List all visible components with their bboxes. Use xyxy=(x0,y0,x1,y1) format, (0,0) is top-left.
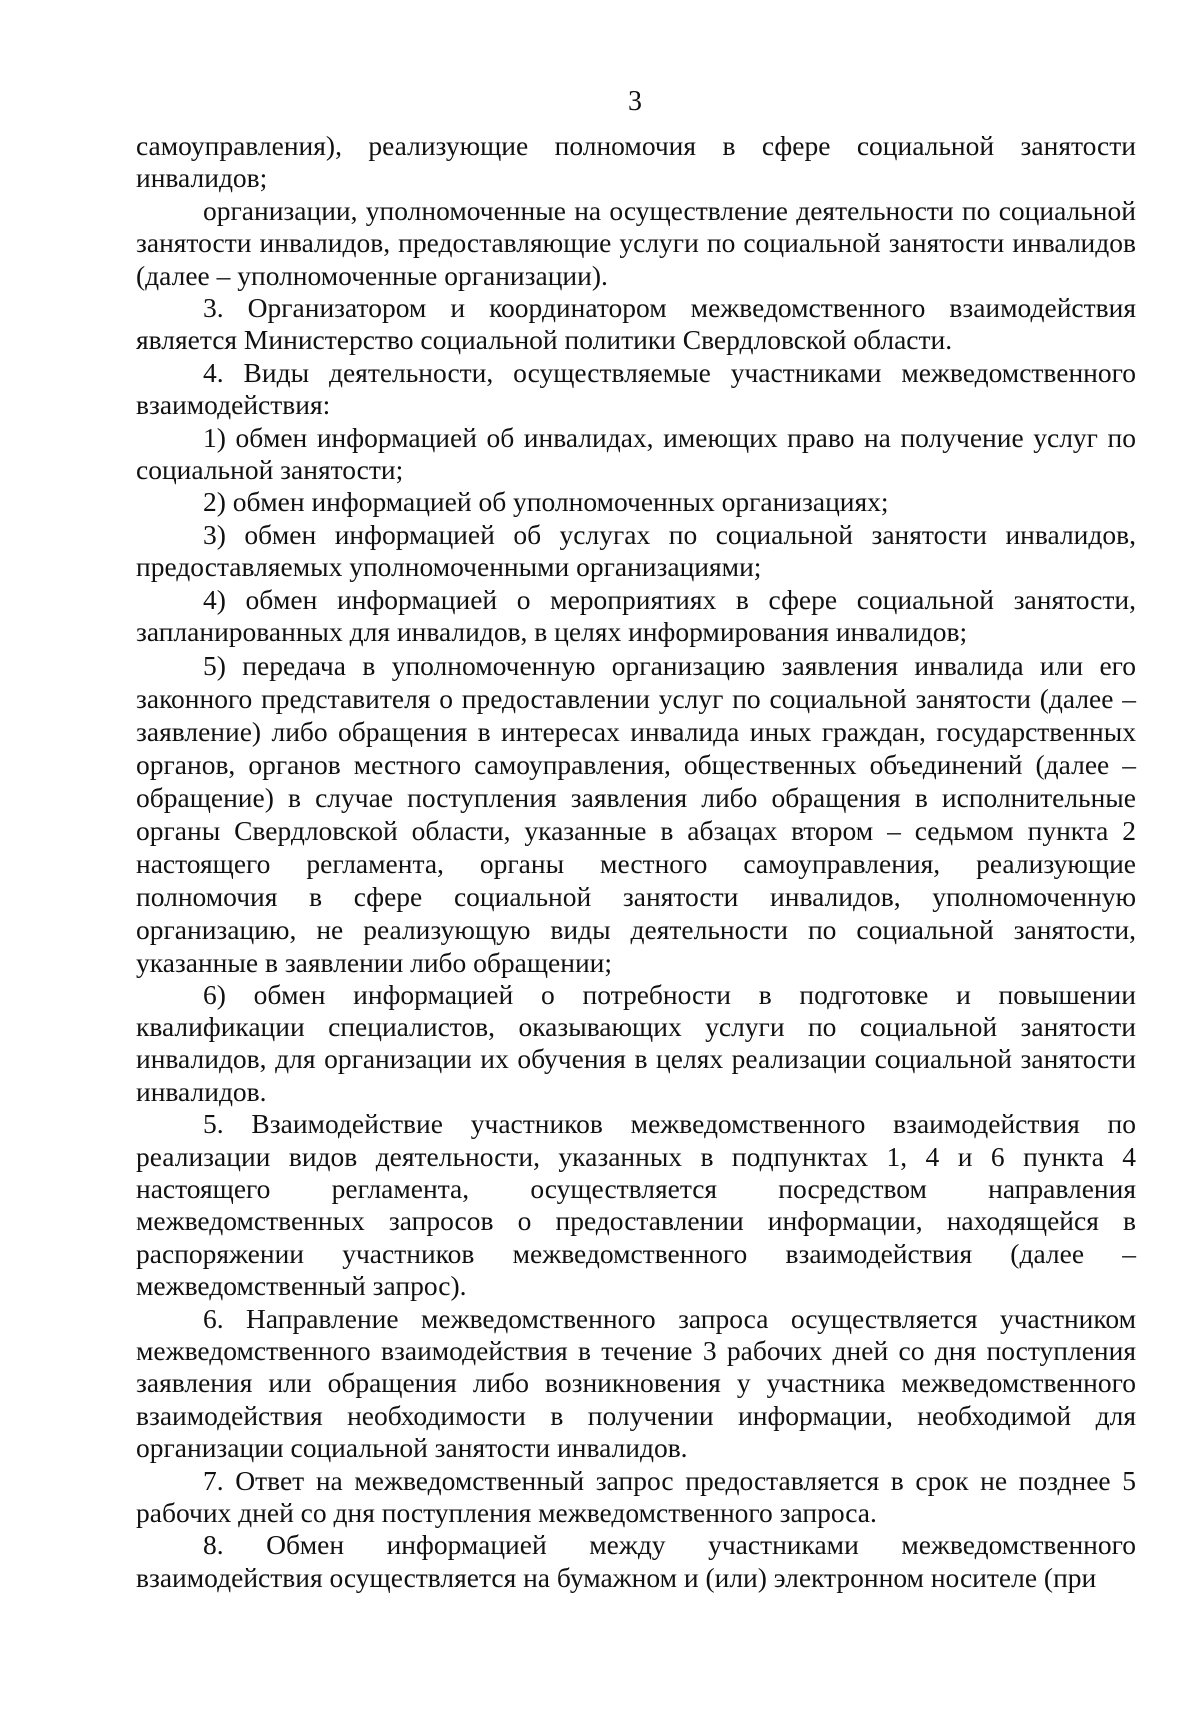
paragraph-8-exchange: 8. Обмен информацией между участниками межведомственного взаимодействия осуществляется на бумажном и (или) электронном носителе (при xyxy=(136,1529,1136,1593)
paragraph-continuation: самоуправления), реализующие полномочия в сфере социальной занятости инвалидов; xyxy=(136,130,1136,194)
paragraph-7-response: 7. Ответ на межведомственный запрос предоставляется в срок не позднее 5 рабочих дней со дня поступления межведомственного запроса. xyxy=(136,1464,1136,1528)
list-item-4-4: 4) обмен информацией о мероприятиях в сфере социальной занятости, запланированных для инвалидов, в целях информирования инвалидов; xyxy=(136,583,1136,648)
paragraph-organizations: организации, уполномоченные на осуществление деятельности по социальной занятости инвалидов, предоставляющие услуги по социальной занятости инвалидов (далее – уполномоченные организации). xyxy=(136,194,1136,291)
paragraph-4-activities: 4. Виды деятельности, осуществляемые участниками межведомственного взаимодействия: xyxy=(136,356,1136,421)
list-item-4-6: 6) обмен информацией о потребности в подготовке и повышении квалификации специалистов, оказывающих услуги по социальной занятости инвалидов, для организации их обучения в целях реализации социальной занятости инвалидов. xyxy=(136,978,1136,1107)
list-item-4-1: 1) обмен информацией об инвалидах, имеющих право на получение услуг по социальной занятости; xyxy=(136,421,1136,486)
page-number: 3 xyxy=(628,86,642,117)
document-body xyxy=(136,130,1136,1594)
paragraph-3-organizer: 3. Организатором и координатором межведомственного взаимодействия является Министерство социальной политики Свердловской области. xyxy=(136,292,1136,356)
list-item-4-5: 5) передача в уполномоченную организацию заявления инвалида или его законного представителя о предоставлении услуг по социальной занятости (далее – заявление) либо обращения в интересах инвалида иных граждан, государственных органов, органов местного самоуправления, общественных объединений (далее – обращение) в случае поступления заявления либо обращения в исполнительные органы Свердловской области, указанные в абзацах втором – седьмом пункта 2 настоящего регламента, органы местного самоуправления, реализующие полномочия в сфере социальной занятости инвалидов, уполномоченную организацию, не реализующую виды деятельности по социальной занятости, указанные в заявлении либо обращении; xyxy=(136,649,1136,978)
paragraph-5-interaction: 5. Взаимодействие участников межведомственного взаимодействия по реализации видов деятельности, указанных в подпунктах 1, 4 и 6 пункта 4 настоящего регламента, осуществляется посредством направления межведомственных запросов о предоставлении информации, находящейся в распоряжении участников межведомственного взаимодействия (далее – межведомственный запрос). xyxy=(136,1108,1136,1302)
list-item-4-3: 3) обмен информацией об услугах по социальной занятости инвалидов, предоставляемых уполномоченными организациями; xyxy=(136,518,1136,583)
list-item-4-2: 2) обмен информацией об уполномоченных организациях; xyxy=(203,486,889,518)
paragraph-6-request: 6. Направление межведомственного запроса осуществляется участником межведомственного взаимодействия в течение 3 рабочих дней со дня поступления заявления или обращения либо возникновения у участника межведомственного взаимодействия необходимости в получении информации, необходимой для организации социальной занятости инвалидов. xyxy=(136,1302,1136,1464)
